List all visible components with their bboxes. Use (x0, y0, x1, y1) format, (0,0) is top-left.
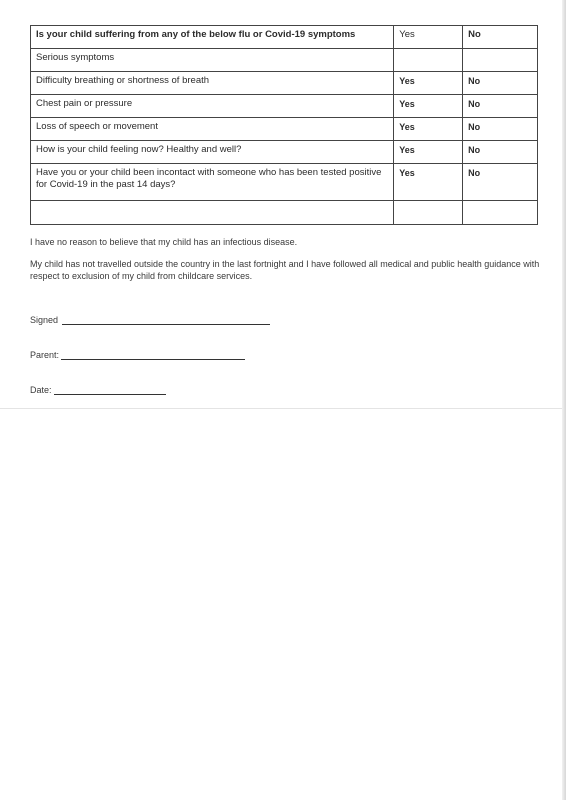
row-question: Loss of speech or movement (31, 118, 394, 141)
signed-field[interactable] (62, 314, 270, 325)
row-no[interactable]: No (463, 141, 538, 164)
row-question: Serious symptoms (31, 49, 394, 72)
date-field[interactable] (54, 384, 166, 395)
row-yes[interactable]: Yes (394, 95, 463, 118)
row-no[interactable]: No (463, 118, 538, 141)
declaration-statements (30, 236, 540, 292)
parent-field[interactable] (61, 349, 245, 360)
row-yes[interactable]: Yes (394, 118, 463, 141)
parent-label: Parent: (30, 350, 60, 360)
row-question: How is your child feeling now? Healthy and well? (31, 141, 394, 164)
table-row (31, 118, 538, 141)
date-label: Date: (30, 385, 52, 395)
row-question: Difficulty breathing or shortness of breath (31, 72, 394, 95)
header-yes: Yes (394, 26, 463, 49)
row-yes[interactable] (394, 49, 463, 72)
header-question: Is your child suffering from any of the below flu or Covid-19 symptoms (31, 26, 394, 49)
symptom-table (30, 25, 538, 225)
row-yes[interactable]: Yes (394, 72, 463, 95)
signed-label: Signed (30, 315, 59, 325)
empty-cell (394, 201, 463, 225)
row-question: Chest pain or pressure (31, 95, 394, 118)
table-row-empty (31, 201, 538, 225)
row-no[interactable]: No (463, 72, 538, 95)
table-row (31, 49, 538, 72)
scan-edge-shadow (562, 0, 566, 800)
table-header-row (31, 26, 538, 49)
empty-cell (31, 201, 394, 225)
row-yes[interactable]: Yes (394, 164, 463, 201)
parent-line (30, 349, 245, 360)
statement-travel: My child has not travelled outside the country in the last fortnight and I have followed all medical and public health guidance with respect to exclusion of my child from childcare services. (30, 259, 540, 281)
empty-cell (463, 201, 538, 225)
table-row (31, 164, 538, 201)
header-no: No (463, 26, 538, 49)
table-row (31, 141, 538, 164)
table-row (31, 72, 538, 95)
row-no[interactable]: No (463, 95, 538, 118)
row-yes[interactable]: Yes (394, 141, 463, 164)
date-line (30, 384, 166, 395)
statement-infectious: I have no reason to believe that my child has an infectious disease. (30, 237, 298, 247)
row-no[interactable]: No (463, 164, 538, 201)
row-question: Have you or your child been incontact with someone who has been tested positive for Covid-19 in the past 14 days? (31, 164, 394, 201)
signed-line (30, 314, 270, 325)
page-edge (0, 408, 566, 409)
table-row (31, 95, 538, 118)
row-no[interactable] (463, 49, 538, 72)
